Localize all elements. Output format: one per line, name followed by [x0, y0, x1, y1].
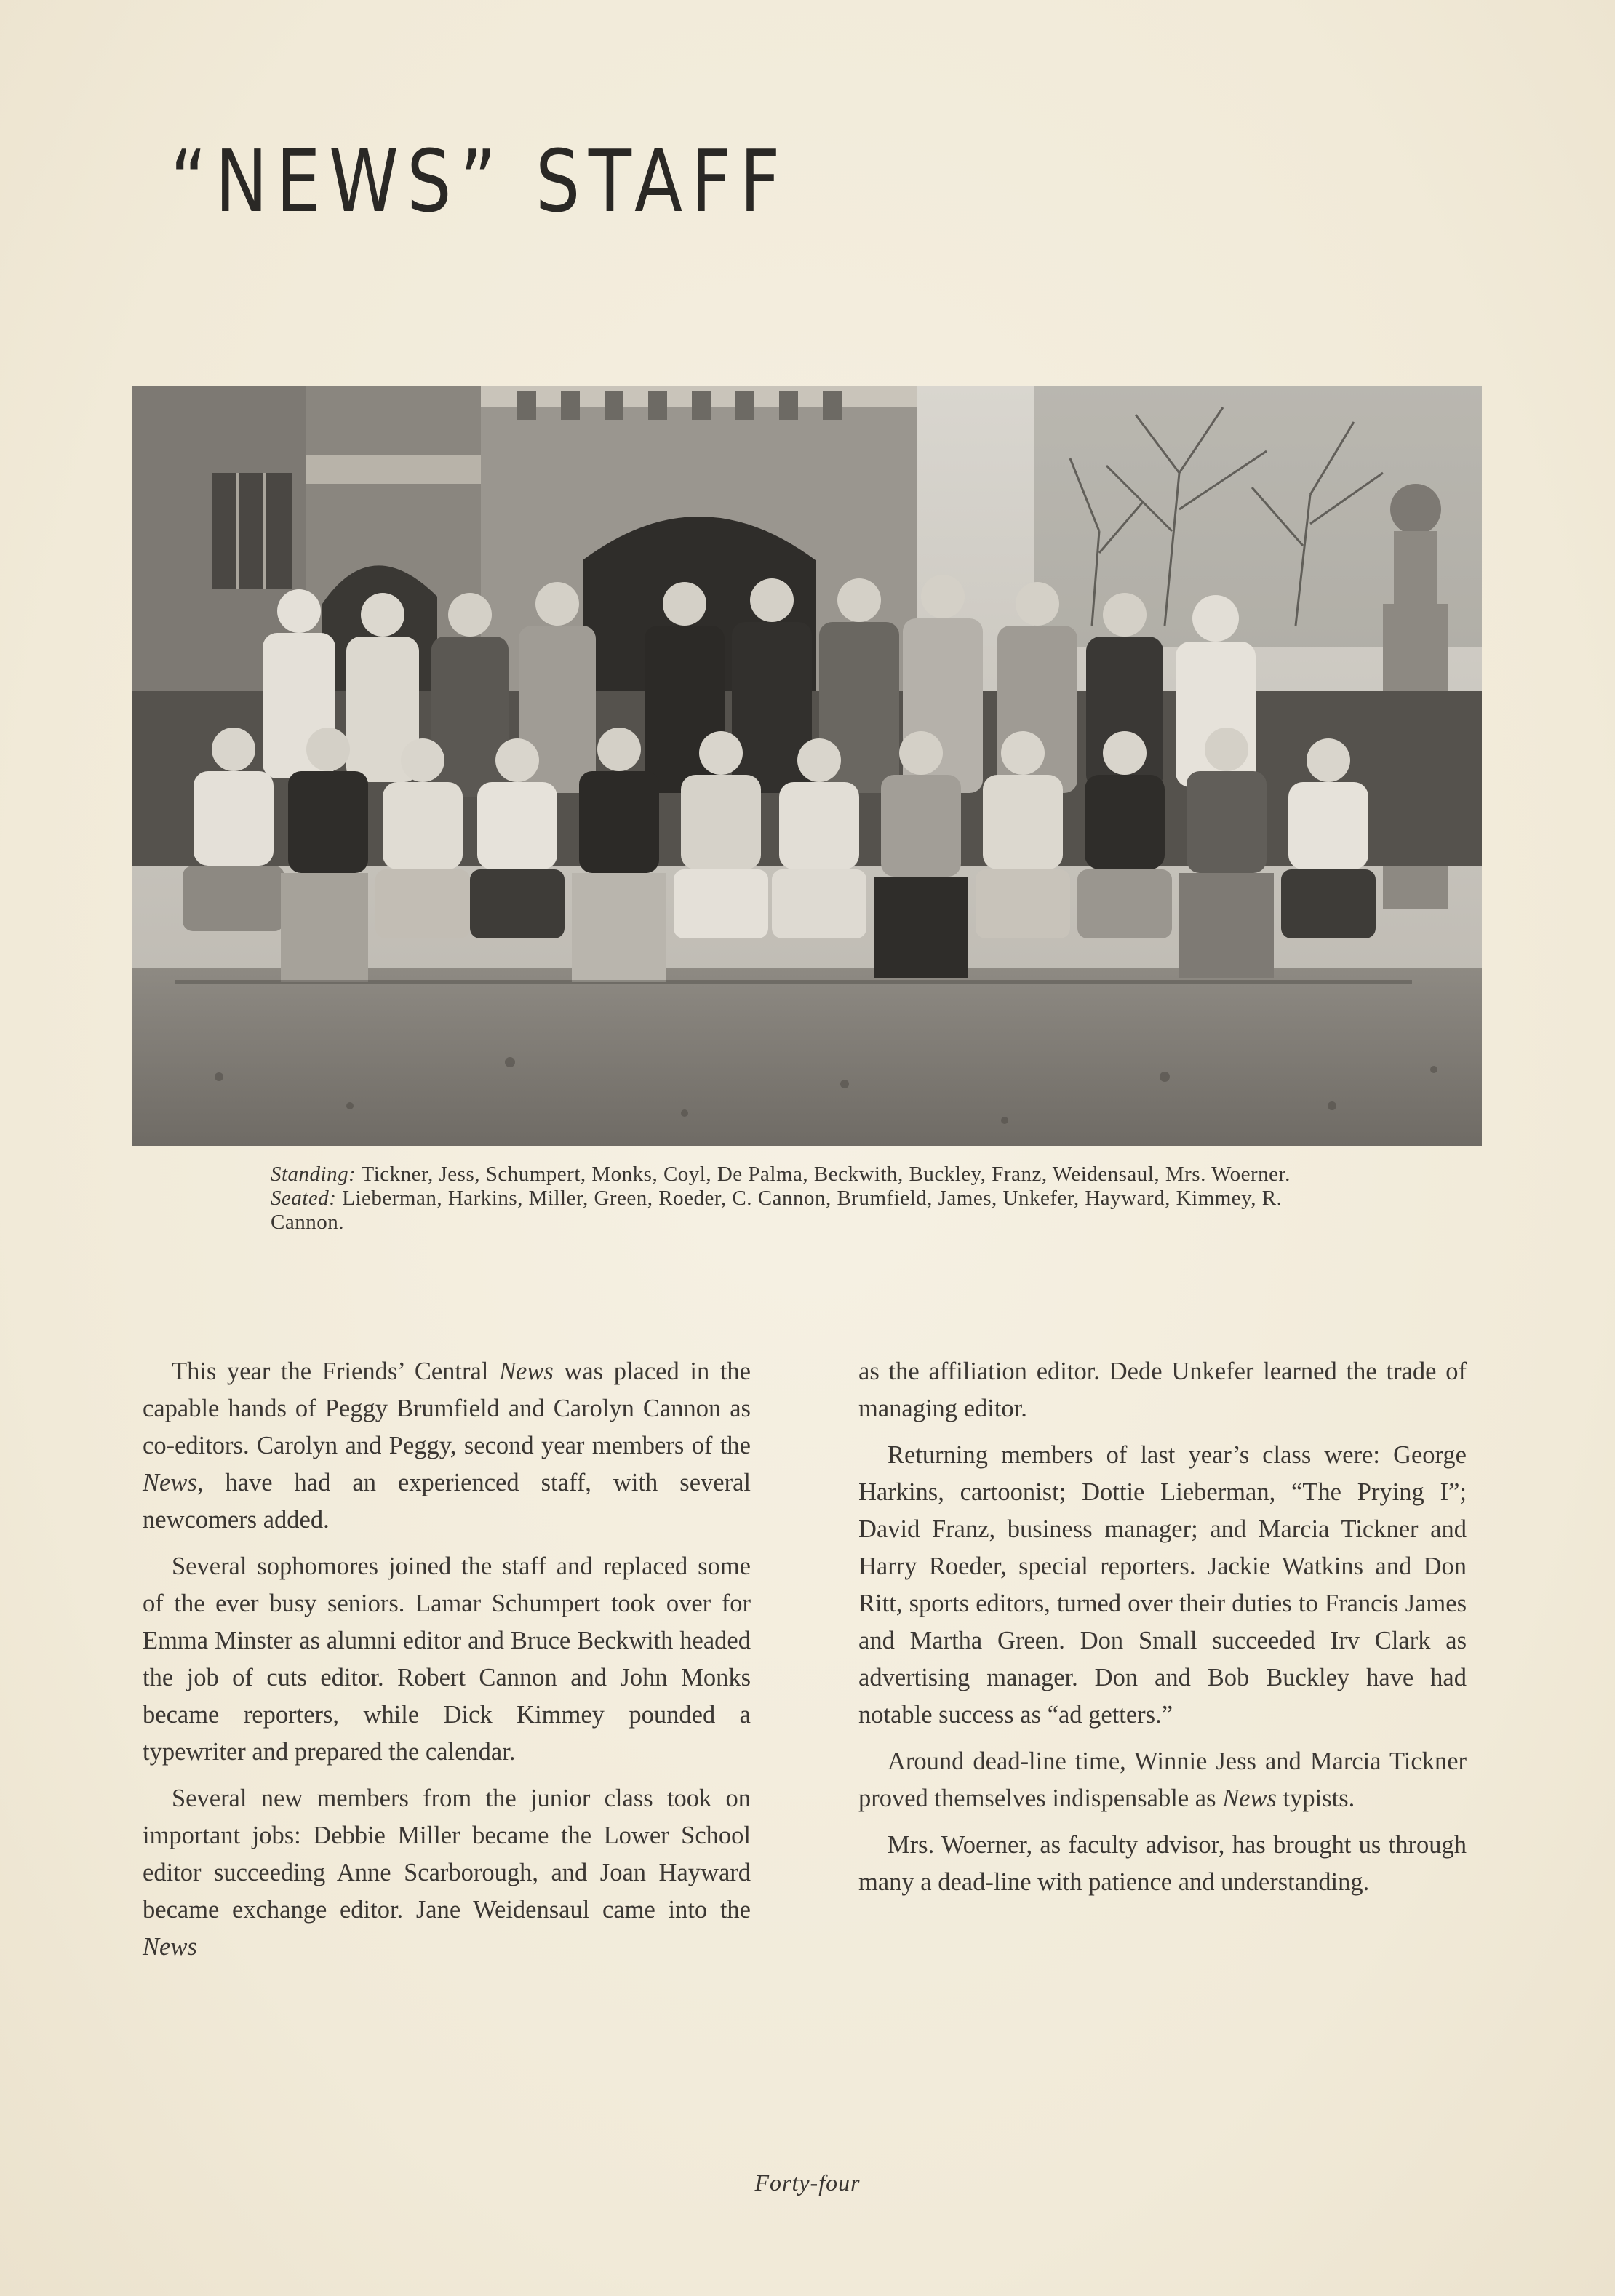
- publication-name: News,: [143, 1469, 204, 1496]
- paragraph-intro: [143, 1353, 751, 1539]
- staff-group-photo: [132, 386, 1482, 1146]
- paragraph-text: Several new members from the junior class took on important jobs: Debbie Miller became the Lower School editor succeeding Anne Scarborough, and Joan Hayward became exchange editor. Jane Weidensaul came into the: [143, 1785, 751, 1924]
- page-number: Forty-four: [754, 2169, 861, 2196]
- paragraph-text: have had an experienced staff, with several newcomers added.: [143, 1469, 751, 1534]
- caption-standing-names: Tickner, Jess, Schumpert, Monks, Coyl, De Palma, Beckwith, Buckley, Franz, Weidensaul, Mrs. Woerner.: [356, 1163, 1291, 1186]
- photo-caption: [271, 1163, 1347, 1235]
- publication-name: News: [143, 1933, 197, 1961]
- publication-name: News: [1222, 1785, 1277, 1812]
- text-column-right: [858, 1353, 1467, 1910]
- text-column-left: [143, 1353, 751, 1975]
- paragraph-typists: [858, 1743, 1467, 1817]
- paragraph-text: This year the Friends’ Central: [172, 1358, 500, 1385]
- paragraph-text: was placed in the capable hands of Peggy Brumfield and Carolyn Cannon as co-editors. Carolyn and Peggy, second year members of the: [143, 1358, 751, 1459]
- caption-seated-names: Lieberman, Harkins, Miller, Green, Roeder, C. Cannon, Brumfield, James, Unkefer, Hayward, Kimmey, R. Cannon.: [271, 1187, 1283, 1234]
- paragraph-text: Around dead-line time, Winnie Jess and Marcia Tickner proved themselves indispensable as: [858, 1747, 1467, 1812]
- group-photo-illustration: [132, 386, 1482, 1146]
- caption-standing-label: Standing:: [271, 1163, 356, 1186]
- paragraph-text: typists.: [1276, 1785, 1355, 1812]
- paragraph-juniors: [143, 1780, 751, 1966]
- paragraph-returning-members: Returning members of last year’s class were: George Harkins, cartoonist; Dottie Lieberman, “The Prying I”; David Franz, business manager; and Marcia Tickner and Harry Roeder, special reporters. Jackie Watkins and Don Ritt, sports editors, turned over their duties to Francis James and Martha Green. Don Small succeeded Irv Clark as advertising manager. Don and Bob Buckley have had notable success as “ad getters.”: [858, 1441, 1467, 1729]
- paragraph-juniors-continued: as the affiliation editor. Dede Unkefer learned the trade of managing editor.: [858, 1358, 1467, 1422]
- paragraph-sophomores: Several sophomores joined the staff and replaced some of the ever busy seniors. Lamar Schumpert took over for Emma Minster as alumni editor and Bruce Beckwith headed the job of cuts editor. Robert Cannon and John Monks became reporters, while Dick Kimmey pounded a typewriter and prepared the calendar.: [143, 1552, 751, 1766]
- caption-seated-label: Seated:: [271, 1187, 337, 1210]
- publication-name: News: [499, 1358, 554, 1385]
- page-title: “NEWS” STAFF: [170, 131, 789, 231]
- paragraph-advisor: Mrs. Woerner, as faculty advisor, has brought us through many a dead-line with patience and understanding.: [858, 1831, 1467, 1896]
